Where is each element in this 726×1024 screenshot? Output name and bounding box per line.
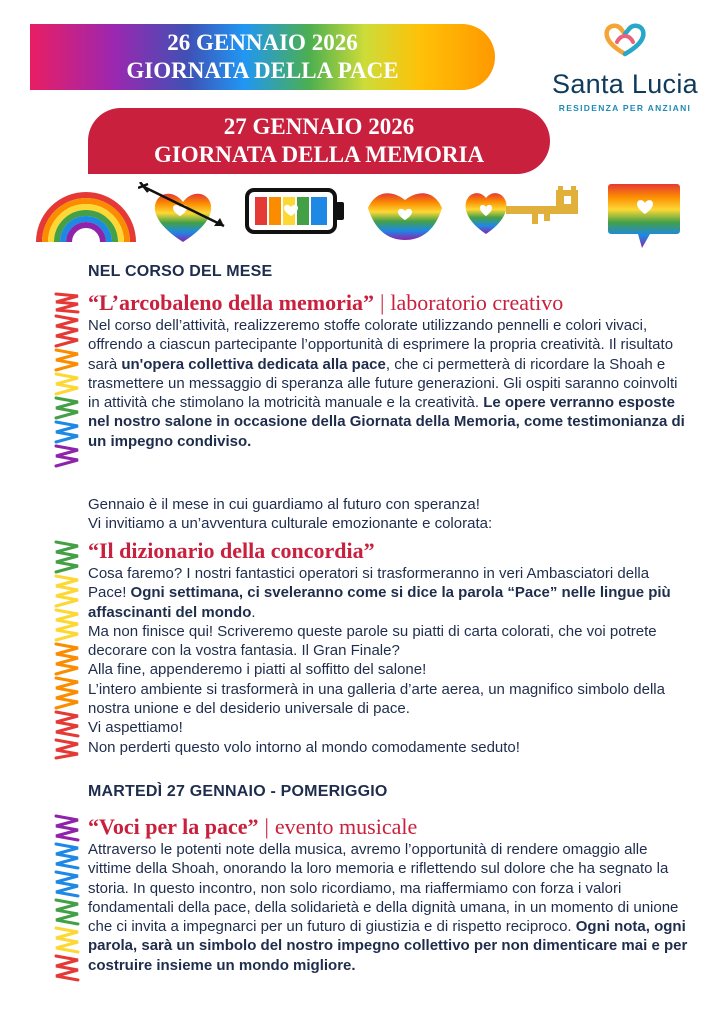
intro-line-2: Vi invitiamo a un’avventura culturale emozionante e colorata: (88, 515, 493, 533)
title-separator: | (379, 290, 385, 315)
activity-title-subtitle: evento musicale (274, 814, 418, 839)
text-paragraph: Non perderti questo volo intorno al mondo comodamente seduto! (88, 738, 520, 756)
memory-day-date: 27 GENNAIO 2026 (223, 114, 415, 139)
text-paragraph: Vi aspettiamo! (88, 719, 183, 737)
rainbow-stripe-decoration (52, 538, 82, 763)
speech-bubble-icon (606, 182, 682, 250)
section-heading-event-date: MARTEDÌ 27 GENNAIO - POMERIGGIO (88, 783, 388, 800)
logo-subtitle: RESIDENZA PER ANZIANI (558, 103, 692, 113)
activity-title-subtitle: laboratorio creativo (390, 290, 564, 315)
text-paragraph: Ma non finisce qui! Scriveremo queste parole su piatti di carta colorati, che voi potrete decorare con la vostra fantasia. Il Gran Finale? (88, 622, 657, 660)
text-run: Cosa faremo? I nostri fantastici operatori si trasformeranno in veri Ambasciatori della Pace! (88, 565, 650, 602)
activity-title-voci (88, 814, 688, 840)
activity-description-arcobaleno (88, 316, 688, 451)
memory-day-banner (88, 108, 550, 174)
rainbow-stripe-decoration (52, 812, 82, 987)
activity-title-dizionario (88, 538, 688, 564)
rainbow-stripe-decoration (52, 290, 82, 470)
rainbow-icon (34, 182, 138, 244)
title-separator: | (264, 814, 269, 839)
section-dizionario (88, 538, 688, 757)
text-run-bold: Ogni nota, ogni parola, sarà un simbolo del nostro impegno collettivo per non dimenticare mai e per costruire insieme un mondo migliore. (88, 918, 688, 974)
section-laboratorio (88, 290, 688, 451)
activity-title-main: “L’arcobaleno della memoria” (88, 290, 374, 315)
memory-day-title: GIORNATA DELLA MEMORIA (153, 142, 485, 167)
peace-day-banner (30, 24, 495, 90)
activity-title-main: “Il dizionario della concordia” (88, 538, 375, 563)
activity-description-voci (88, 840, 688, 975)
section-voci-per-la-pace (88, 814, 688, 975)
text-run-bold: Ogni settimana, ci sveleranno come si dice la parola “Pace” nelle lingue più affascinanti del mondo (88, 584, 671, 621)
text-run-bold: un'opera collettiva dedicata alla pace (121, 355, 386, 373)
section-heading-month: NEL CORSO DEL MESE (88, 263, 273, 280)
lips-icon (364, 182, 446, 244)
text-paragraph: Alla fine, appenderemo i piatti al soffitto del salone! (88, 661, 427, 679)
text-run: Attraverso le potenti note della musica, avremo l’opportunità di rendere omaggio alle vittime della Shoah, onorando la loro memoria e riflettendo sul dolore che ha segnato la storia. In questo incontro, non solo ricordiamo, ma riaffermiamo con forza i valori fondamentali della pace, della solidarietà e della dignità umana, in un momento di unione che ci invita a impegnarci per un futuro di giustizia e di rispetto reciproco. (88, 841, 679, 936)
activity-title-main: “Voci per la pace” (88, 814, 259, 839)
battery-icon (244, 182, 346, 238)
santa-lucia-logo (540, 20, 710, 115)
logo-heart-icon (597, 20, 653, 60)
intro-line-1: Gennaio è il mese in cui guardiamo al futuro con speranza! (88, 496, 480, 513)
peace-day-title: GIORNATA DELLA PACE (126, 58, 399, 83)
text-run: . (251, 603, 256, 621)
logo-name: Santa Lucia (552, 69, 698, 99)
text-run: Nel corso dell’attività, realizzeremo stoffe colorate utilizzando pennelli e colori vivaci, offrendo a ciascun partecipante l’opportunità di esprimere la propria creatività. Il risultato sarà (88, 317, 674, 373)
intro-concordia (88, 495, 688, 534)
text-paragraph: L’intero ambiente si trasformerà in una galleria d’arte aerea, un magnifico simbolo della nostra unione e del desiderio universale di pace. (88, 680, 665, 718)
heart-arrow-icon (138, 182, 228, 244)
peace-day-date: 26 GENNAIO 2026 (167, 30, 358, 55)
activity-description-dizionario (88, 564, 688, 622)
icon-row (30, 182, 690, 252)
key-icon (460, 182, 586, 238)
activity-title-arcobaleno (88, 290, 688, 316)
text-run-bold: Le opere verranno esposte nel nostro salone in occasione della Giornata della Memoria, come testimonianza di un impegno condiviso. (88, 394, 685, 450)
text-run: , che ci permetterà di ricordare la Shoah e trasmettere un messaggio di speranza alle future generazioni. Gli ospiti saranno coinvolti in attività che stimolano la motricità manuale e la creatività. (88, 355, 678, 412)
